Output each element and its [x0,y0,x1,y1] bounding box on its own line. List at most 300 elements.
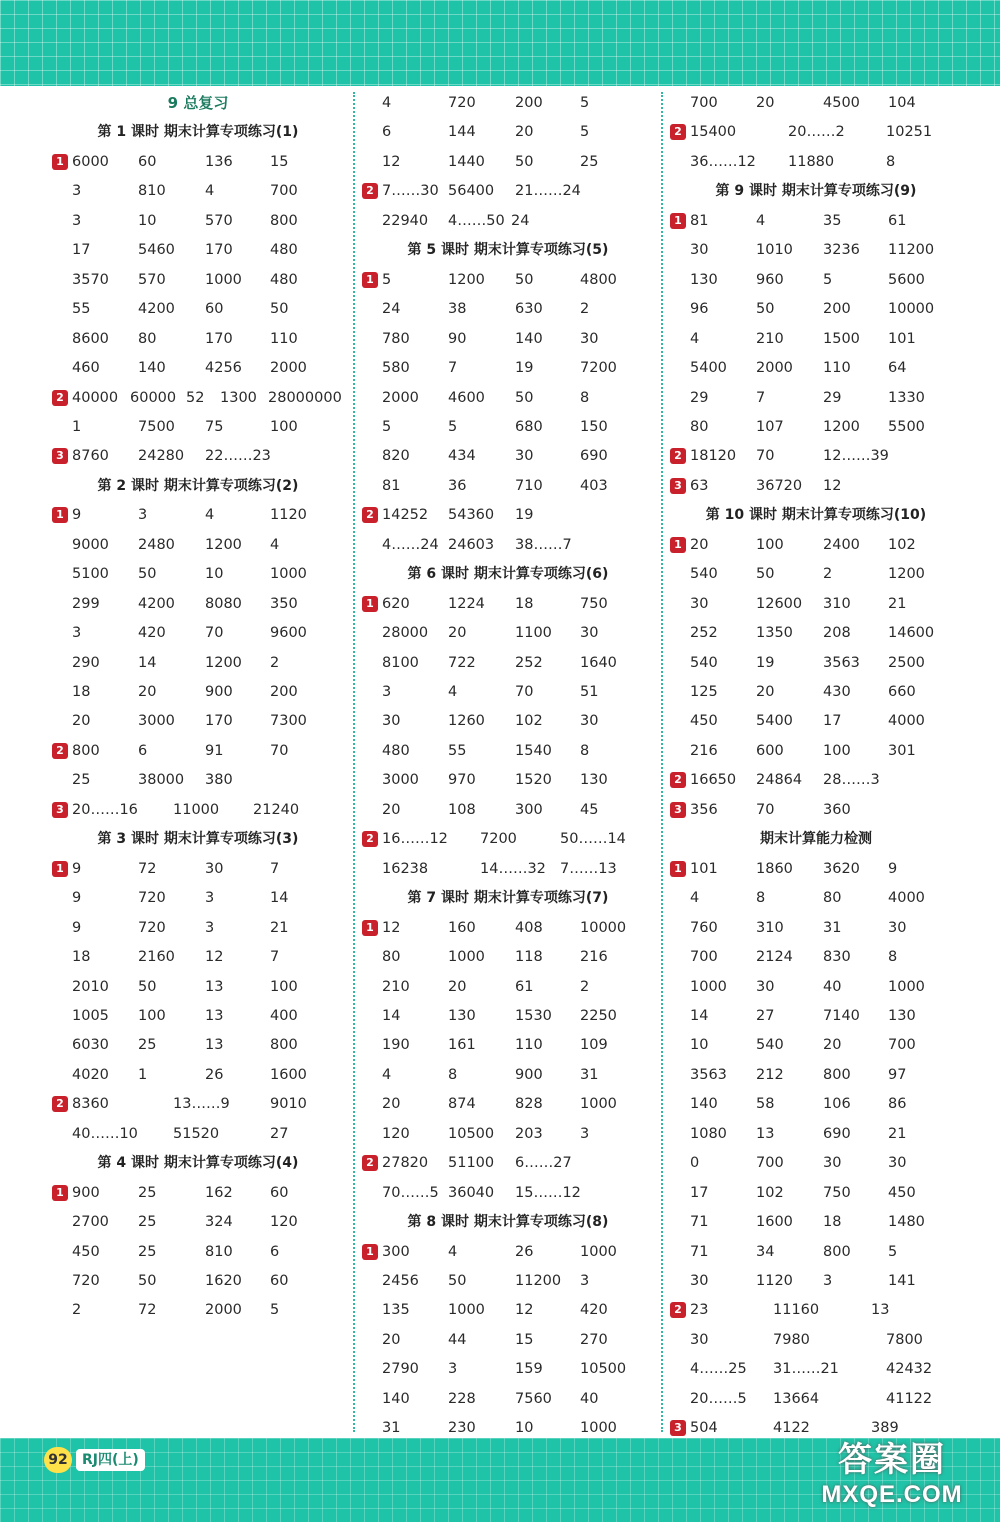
answer-value: 700 [270,183,298,200]
answer-value: 11000 [173,801,220,818]
answer-value: 1600 [756,1214,793,1231]
answer-value: 3 [823,1273,833,1289]
answer-value: 50 [448,1273,467,1289]
answer-value: 70 [205,625,224,642]
answer-row [48,412,348,442]
answer-row [666,765,966,795]
answer-value: 25 [138,1037,157,1054]
answer-row [48,530,348,560]
answer-value: 210 [382,978,410,995]
answer-value: 30 [690,242,709,259]
section-heading: 第 9 课时 期末计算专项练习(9) [715,183,917,200]
answer-row [358,353,658,383]
answer-value: 2500 [888,654,925,671]
answer-value: 210 [756,330,784,347]
answer-value: 14 [690,1007,709,1024]
answer-value: 107 [756,418,784,435]
answer-value: 72 [138,860,157,877]
answer-row [666,913,966,943]
answer-value: 16650 [690,772,737,789]
answer-value: 51520 [173,1125,220,1142]
answer-value: 23 [690,1302,709,1319]
answer-value: 9 [888,860,898,877]
answer-value: 420 [580,1302,608,1319]
answer-value: 86 [888,1096,907,1113]
answer-value: 40 [823,978,842,995]
answer-value: 200 [515,95,543,111]
answer-value: 4 [756,212,766,229]
answer-value: 690 [580,448,608,465]
answer-value: 20……5 [690,1390,747,1407]
column-divider [353,92,355,1432]
answer-row [48,383,348,413]
answer-value: 11160 [773,1302,820,1319]
answer-value: 50 [138,566,157,583]
answer-value: 60000 [130,389,177,406]
answer-row [358,294,658,324]
answer-row [666,88,966,118]
answer-value: 41122 [886,1390,933,1407]
answer-value: 10251 [886,124,933,141]
answer-value: 1000 [690,978,727,995]
answer-value: 14252 [382,507,429,524]
answer-row [358,206,658,236]
answer-value: 3570 [72,271,109,288]
watermark-logo [802,1440,982,1518]
answer-value: 7 [448,360,458,377]
answer-row [666,618,966,648]
answer-value: 20 [382,1096,401,1113]
answer-value: 4200 [138,595,175,612]
answer-value: 190 [382,1037,410,1054]
answer-row [48,942,348,972]
answer-row [358,1119,658,1149]
answer-row [666,147,966,177]
answer-value: 1350 [756,625,793,642]
answer-value: 8100 [382,654,419,671]
answer-value: 4……24 [382,536,439,553]
answer-row [358,648,658,678]
answer-value: 100 [270,418,298,435]
answer-value: 12 [382,919,401,936]
answer-value: 2700 [72,1214,109,1231]
answer-value: 9 [72,890,82,907]
answer-row [666,1030,966,1060]
answer-row [666,942,966,972]
answer-value: 120 [270,1214,298,1231]
answer-value: 50 [515,153,534,170]
answer-value: 360 [823,801,851,818]
answer-value: 70 [756,801,775,818]
answer-row [666,795,966,825]
answer-value: 5100 [72,566,109,583]
answer-value: 380 [205,772,233,789]
answer-value: 1 [138,1066,148,1083]
answer-value: 70 [515,684,534,700]
answer-value: 162 [205,1184,233,1201]
answer-value: 12 [823,477,842,494]
answer-value: 4……25 [690,1361,747,1378]
answer-row [358,795,658,825]
answer-row [358,383,658,413]
answer-row [666,1178,966,1208]
answer-value: 7560 [515,1390,552,1407]
answer-row [666,1089,966,1119]
answer-row [358,618,658,648]
answer-value: 540 [756,1037,784,1054]
answer-value: 900 [515,1066,543,1083]
answer-value: 720 [448,95,476,111]
answer-value: 970 [448,772,476,789]
answer-value: 7 [270,860,280,877]
question-number-badge: 1 [52,861,68,877]
answer-value: 70 [756,448,775,465]
answer-row [358,265,658,295]
answer-value: 5500 [888,418,925,435]
question-number-badge: 1 [670,213,686,229]
answer-value: 2 [580,301,590,318]
answer-value: 7300 [270,713,307,730]
answer-value: 6 [138,742,148,759]
answer-value: 800 [823,1243,851,1260]
answer-value: 4000 [888,713,925,730]
answer-row [358,1178,658,1208]
answer-row [48,353,348,383]
answer-row [48,147,348,177]
answer-value: 1120 [270,507,307,524]
answer-value: 61 [515,978,534,995]
answer-value: 580 [382,360,410,377]
answer-row [48,265,348,295]
answer-value: 170 [205,242,233,259]
answer-value: 4 [382,1066,392,1083]
answer-value: 17 [72,242,91,259]
answer-row [48,972,348,1002]
answer-value: 58 [756,1096,775,1113]
answer-value: 11200 [888,242,935,259]
question-number-badge: 3 [670,1420,686,1436]
answer-row [358,1266,658,1296]
answer-value: 620 [382,595,410,612]
answer-value: 13 [205,1037,224,1054]
answer-value: 7 [270,949,280,966]
answer-row [48,677,348,707]
answer-value: 20……2 [788,124,845,141]
answer-value: 5 [448,418,458,435]
answer-value: 2480 [138,536,175,553]
answer-row [666,648,966,678]
answer-value: 50 [756,301,775,318]
question-number-badge: 2 [670,772,686,788]
answer-value: 140 [382,1390,410,1407]
answer-value: 10500 [580,1361,627,1378]
answer-value: 1200 [823,418,860,435]
answer-value: 5400 [756,713,793,730]
answer-value: 8600 [72,330,109,347]
answer-value: 800 [270,212,298,229]
answer-value: 690 [823,1125,851,1142]
answer-value: 450 [690,713,718,730]
answer-value: 130 [888,1007,916,1024]
answer-row [358,176,658,206]
answer-value: 100 [823,742,851,759]
answer-value: 8 [756,890,766,907]
question-number-badge: 2 [670,448,686,464]
answer-value: 10000 [580,919,627,936]
answer-row [666,589,966,619]
answer-row [666,353,966,383]
answer-row [48,441,348,471]
answer-row [666,117,966,147]
answer-value: 26 [515,1243,534,1260]
answer-value: 80 [823,890,842,907]
answer-value: 29 [823,389,842,406]
answer-row [48,1089,348,1119]
answer-value: 700 [756,1155,784,1172]
answer-value: 8 [448,1066,458,1083]
answer-value: 30 [756,978,775,995]
answer-value: 720 [72,1273,100,1289]
answer-row [48,1001,348,1031]
question-number-badge: 1 [362,596,378,612]
answer-value: 161 [448,1037,476,1054]
answer-value: 71 [690,1243,709,1260]
answer-row [666,1266,966,1296]
answer-value: 106 [823,1096,851,1113]
answer-value: 31……21 [773,1361,839,1378]
answer-row [358,736,658,766]
answer-value: 5400 [690,360,727,377]
answer-value: 12 [382,153,401,170]
answer-value: 144 [448,124,476,141]
answer-row [48,883,348,913]
answer-value: 13 [205,978,224,995]
answer-value: 21……24 [515,183,581,200]
answer-value: 13664 [773,1390,820,1407]
answer-value: 60 [270,1184,289,1201]
answer-value: 159 [515,1361,543,1378]
answer-value: 20 [72,713,91,730]
answer-row [358,88,658,118]
answer-value: 3 [580,1125,590,1142]
answer-value: 2000 [756,360,793,377]
answer-value: 60 [138,153,157,170]
answer-row [48,1030,348,1060]
question-number-badge: 1 [362,1244,378,1260]
question-number-badge: 2 [52,1096,68,1112]
answer-value: 5 [382,271,392,288]
answer-value: 2 [823,566,833,583]
answer-value: 720 [138,919,166,936]
answer-row [48,1178,348,1208]
answer-value: 19 [515,360,534,377]
answer-row [48,500,348,530]
question-number-badge: 3 [52,448,68,464]
answer-value: 10 [205,566,224,583]
answer-value: 900 [205,684,233,700]
section-heading: 第 2 课时 期末计算专项练习(2) [97,477,299,494]
answer-value: 4 [270,536,280,553]
answer-value: 1520 [515,772,552,789]
answer-row [666,1060,966,1090]
section-heading: 第 8 课时 期末计算专项练习(8) [407,1214,609,1231]
answer-value: 3 [580,1273,590,1289]
answer-value: 420 [138,625,166,642]
answer-value: 1000 [888,978,925,995]
answer-row [358,706,658,736]
answer-value: 24280 [138,448,185,465]
answer-row [48,1119,348,1149]
answer-value: 1000 [205,271,242,288]
answer-value: 10 [138,212,157,229]
answer-value: 28000 [382,625,429,642]
answer-row [358,500,658,530]
answer-row [358,824,658,854]
answer-value: 750 [823,1184,851,1201]
answer-row [666,1295,966,1325]
answer-value: 1860 [756,860,793,877]
answer-value: 1200 [205,654,242,671]
answer-value: 20 [823,1037,842,1054]
answer-row [48,1060,348,1090]
question-number-badge: 2 [362,183,378,199]
answer-value: 4 [382,95,392,111]
answer-value: 36040 [448,1184,495,1201]
answer-value: 100 [756,536,784,553]
answer-value: 24 [382,301,401,318]
answer-value: 1080 [690,1125,727,1142]
answer-value: 2790 [382,1361,419,1378]
answer-value: 5 [270,1302,280,1319]
answer-value: 56400 [448,183,495,200]
answer-row [358,1060,658,1090]
answer-value: 408 [515,919,543,936]
answer-value: 5460 [138,242,175,259]
answer-value: 30 [690,595,709,612]
answer-value: 54360 [448,507,495,524]
question-number-badge: 1 [362,920,378,936]
answer-value: 2 [270,654,280,671]
answer-value: 25 [138,1184,157,1201]
answer-value: 141 [888,1273,916,1289]
answer-value: 1 [72,418,82,435]
answer-value: 97 [888,1066,907,1083]
answer-value: 450 [72,1243,100,1260]
answer-value: 2010 [72,978,109,995]
answer-value: 31 [580,1066,599,1083]
question-number-badge: 2 [670,1302,686,1318]
answer-value: 3000 [138,713,175,730]
answer-value: 21240 [253,801,300,818]
answer-value: 15 [270,153,289,170]
answer-value: 8760 [72,448,109,465]
answer-value: 4 [205,507,215,524]
answer-value: 208 [823,625,851,642]
answer-value: 3620 [823,860,860,877]
answer-value: 31 [823,919,842,936]
answer-value: 21 [270,919,289,936]
answer-value: 216 [690,742,718,759]
answer-value: 100 [270,978,298,995]
answer-value: 80 [138,330,157,347]
answer-value: 270 [580,1331,608,1348]
answer-row [48,206,348,236]
answer-column-3 [666,86,966,1438]
answer-value: 720 [138,890,166,907]
answer-value: 91 [205,742,224,759]
answer-value: 7200 [580,360,617,377]
answer-value: 50 [138,978,157,995]
answer-value: 20 [690,536,709,553]
answer-value: 7800 [886,1331,923,1348]
answer-row [358,1325,658,1355]
answer-value: 1100 [515,625,552,642]
question-number-badge: 2 [362,831,378,847]
answer-value: 828 [515,1096,543,1113]
answer-value: 11200 [515,1273,562,1289]
answer-row [666,883,966,913]
answer-value: 700 [888,1037,916,1054]
answer-row [358,677,658,707]
answer-value: 25 [138,1243,157,1260]
answer-value: 55 [448,742,467,759]
answer-value: 130 [690,271,718,288]
answer-row [666,736,966,766]
answer-value: 30 [580,330,599,347]
answer-value: 8 [580,742,590,759]
answer-value: 203 [515,1125,543,1142]
answer-value: 540 [690,566,718,583]
answer-value: 1640 [580,654,617,671]
answer-value: 216 [580,949,608,966]
answer-value: 110 [270,330,298,347]
answer-value: 30 [382,713,401,730]
answer-row [48,854,348,884]
answer-value: 7980 [773,1331,810,1348]
answer-row [666,706,966,736]
answer-value: 4500 [823,95,860,111]
answer-value: 8360 [72,1096,109,1113]
answer-value: 38……7 [515,536,572,553]
answer-value: 1000 [270,566,307,583]
answer-value: 11880 [788,153,835,170]
answer-value: 3236 [823,242,860,259]
answer-value: 140 [690,1096,718,1113]
answer-value: 310 [756,919,784,936]
answer-value: 118 [515,949,543,966]
answer-value: 5 [580,95,590,111]
answer-row [48,736,348,766]
answer-row [666,383,966,413]
answer-value: 504 [690,1420,718,1437]
answer-value: 4122 [773,1420,810,1437]
answer-value: 722 [448,654,476,671]
answer-row [358,1354,658,1384]
answer-value: 70 [270,742,289,759]
answer-row [666,530,966,560]
answer-value: 18 [515,595,534,612]
question-number-badge: 2 [362,1155,378,1171]
answer-row [48,176,348,206]
answer-value: 140 [515,330,543,347]
answer-row [666,441,966,471]
answer-value: 3 [382,684,392,700]
answer-value: 1000 [580,1243,617,1260]
question-number-badge: 1 [52,154,68,170]
answer-value: 5 [382,418,392,435]
question-number-badge: 1 [52,507,68,523]
answer-row [666,206,966,236]
